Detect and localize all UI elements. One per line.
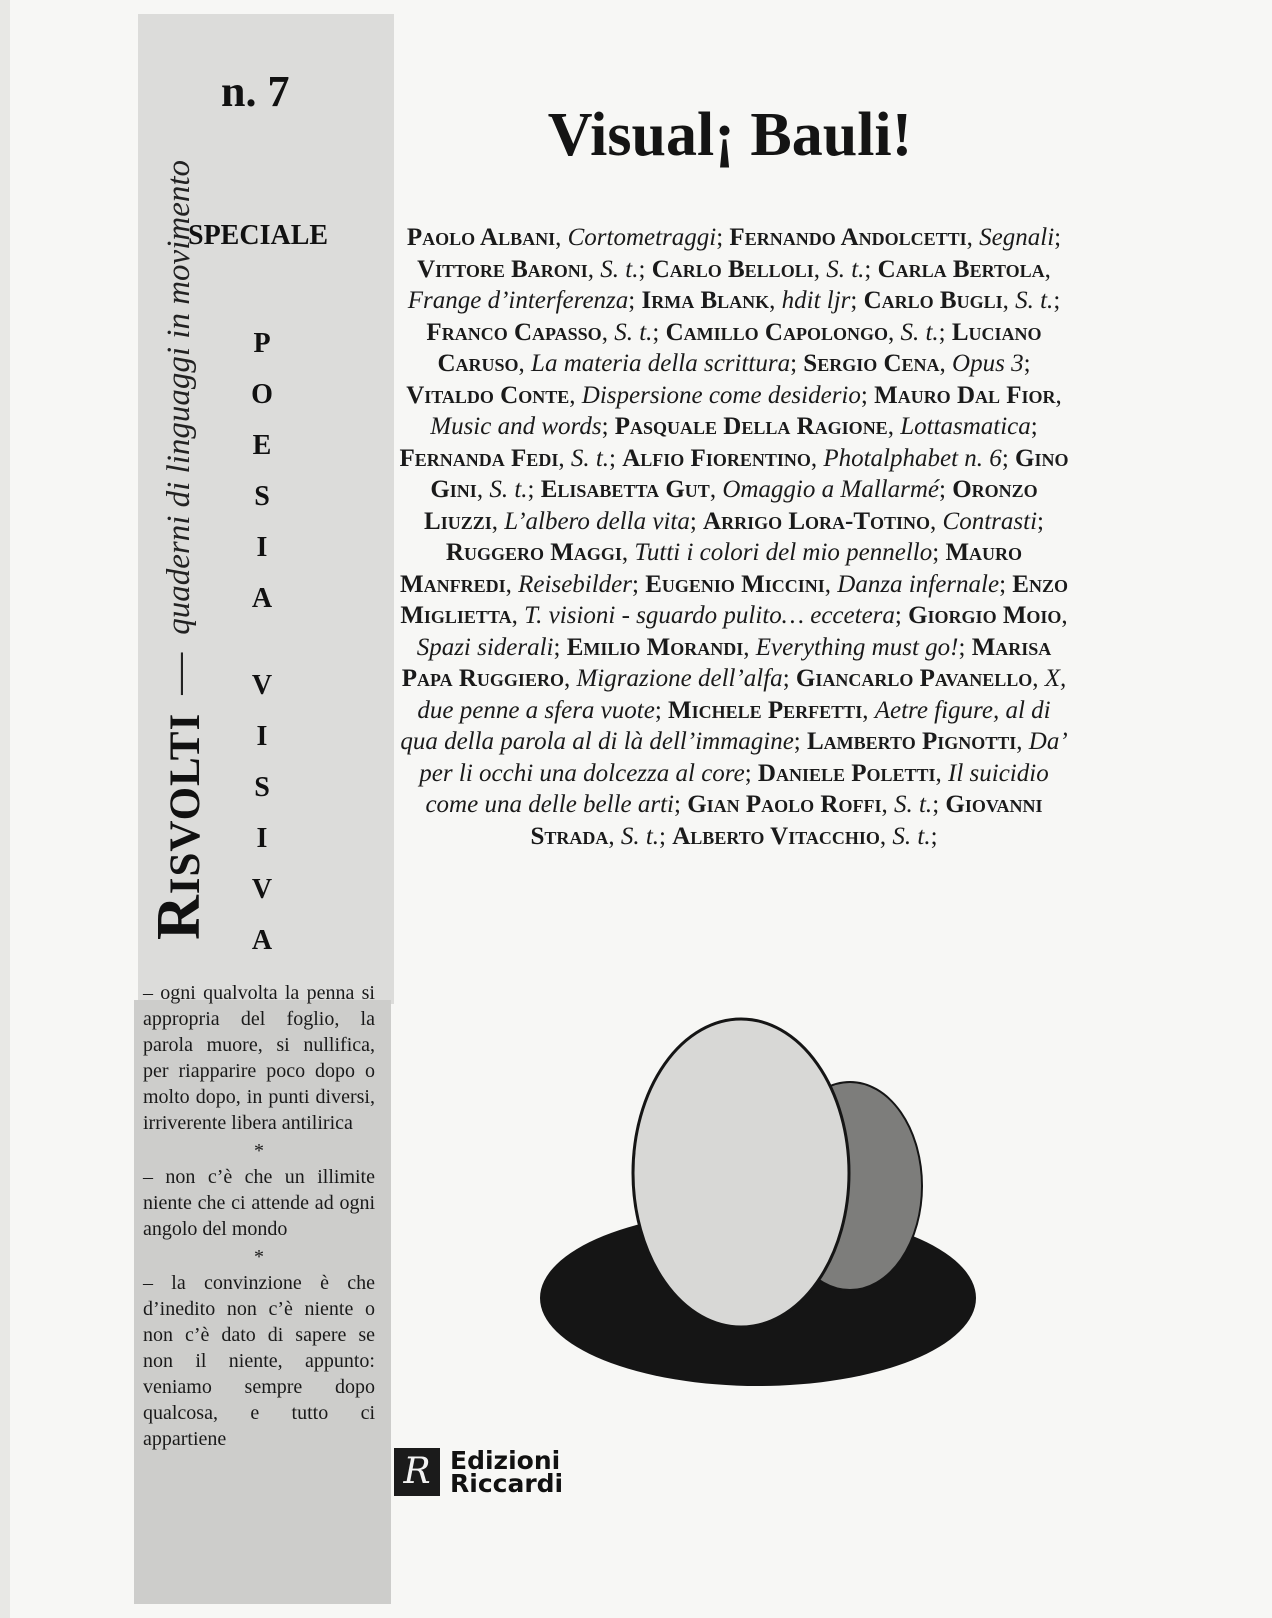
contributor-work: Opus 3 (952, 350, 1024, 377)
special-label: SPECIALE (188, 220, 329, 251)
contributor-work: Dispersione come desiderio (581, 381, 861, 409)
contributor-author: Gino Gini (430, 444, 1069, 503)
contributor-work: Contrasti (942, 507, 1038, 535)
contributor-author: Eugenio Miccini (645, 570, 825, 598)
quote-block (143, 980, 375, 1452)
contributor-author: Irma Blank (641, 287, 770, 314)
contributor-author: Giovanni Strada (530, 791, 1043, 850)
contributor-author: Carla Bertola (877, 255, 1045, 283)
contributor-author: Oronzo Liuzzi (424, 476, 1038, 535)
quote-paragraph: – ogni qualvolta la penna si appropria del foglio, la parola muore, si nullifica, per riapparire poco dopo o molto dopo, in punti diversi, irriverente libera antilirica (143, 982, 375, 1134)
letter: I (256, 721, 268, 752)
contributor-work: Aetre figure, al di qua della parola al di là dell’immagine (400, 696, 1051, 755)
contributor-work: Spazi siderali (416, 633, 554, 661)
contributor-work: Photalphabet n. 6 (823, 444, 1002, 472)
egg-front-shape (633, 1019, 849, 1327)
contributor-work: Danza infernale (837, 570, 1000, 598)
contributor-work: Everything must go! (755, 633, 959, 661)
contributor-author: Alberto Vitacchio (672, 822, 880, 850)
masthead-tagline: quaderni di linguaggi in movimento (160, 159, 197, 635)
contributor-author: Michele Perfetti (668, 696, 863, 724)
contributor-work: T. visioni - sguardo pulito… eccetera (524, 602, 895, 629)
quote-paragraph: – non c’è che un illimite niente che ci attende ad ogni angolo del mondo (143, 1166, 375, 1240)
contributor-work: Tutti i colori del mio pennello (634, 539, 933, 566)
contributor-work: Segnali (979, 224, 1055, 251)
main-title: Visual¡ Bauli! (547, 101, 913, 169)
contributor-author: Lamberto Pignotti (807, 728, 1017, 755)
letter: A (251, 583, 273, 614)
contributor-work: Omaggio a Mallarmé (722, 476, 939, 503)
publisher-logo (394, 1448, 563, 1496)
contributor-author: Mauro Manfredi (400, 539, 1023, 598)
contributor-author: Pasquale Della Ragione (614, 413, 888, 440)
contributor-author: Gian Paolo Roffi (687, 791, 882, 818)
quote-paragraph: – la convinzione è che d’inedito non c’è niente o non c’è dato di sapere se non il niente, appunto: veniamo sempre dopo qualcosa, e tutto ci appartiene (143, 1272, 375, 1450)
contributor-author: Ruggero Maggi (445, 539, 622, 566)
letter: E (252, 430, 272, 461)
page-edge (0, 0, 10, 1618)
quote-separator: * (254, 1246, 264, 1268)
contributor-work: Lottasmatica (900, 413, 1031, 440)
contributor-work: S. t. (1015, 287, 1054, 314)
contributor-work: X, due penne a sfera vuote (417, 665, 1067, 724)
contributor-author: Giorgio Moio (908, 602, 1062, 629)
letter: A (251, 925, 273, 956)
contributor-author: Marisa Papa Ruggiero (401, 633, 1052, 692)
letter: V (251, 874, 273, 905)
contributor-author: Fernanda Fedi (399, 444, 559, 472)
contributor-work: S. t. (489, 476, 528, 503)
contributor-work: hdit ljr (781, 287, 851, 314)
letter: O (251, 379, 273, 410)
contributor-author: Elisabetta Gut (540, 476, 710, 503)
contributor-work: Il suicidio come una delle belle arti (425, 759, 1049, 818)
masthead-name: Risvolti (145, 712, 213, 940)
contributor-work: S. t. (893, 791, 933, 818)
contributor-work: S. t. (570, 444, 610, 472)
contributor-work: L’albero della vita (504, 507, 690, 535)
contributor-author: Carlo Bugli (863, 287, 1003, 314)
contributor-work: Frange d’interferenza (407, 287, 629, 314)
vertical-word-visiva (232, 660, 292, 966)
contributor-author: Arrigo Lora-Totino (703, 507, 931, 535)
contributors-list: Paolo Albani, Cortometraggi; Fernando Andolcetti, Segnali; Vittore Baroni, S. t.; Carlo Belloli, S. t.; Carla Bertola, Frange d’interferenza; Irma Blank, hdit ljr; Carlo Bugli, S. t.; Franco Capasso, S. t.; Camillo Capolongo, S. t.; Luciano Caruso, La materia della scrittura; Sergio Cena, Opus 3; Vitaldo Conte, Dispersione come desiderio; Mauro Dal Fior, Music and words; Pasquale Della Ragione, Lottasmatica; Fernanda Fedi, S. t.; Alfio Fiorentino, Photalphabet n. 6; Gino Gini, S. t.; Elisabetta Gut, Omaggio a Mallarmé; Oronzo Liuzzi, L’albero della vita; Arrigo Lora-Totino, Contrasti; Ruggero Maggi, Tutti i colori del mio pennello; Mauro Manfredi, Reisebilder; Eugenio Miccini, Danza infernale; Enzo Miglietta, T. visioni - sguardo pulito… eccetera; Giorgio Moio, Spazi siderali; Emilio Morandi, Everything must go!; Marisa Papa Ruggiero, Migrazione dell’alfa; Giancarlo Pavanello, X, due penne a sfera vuote; Michele Perfetti, Aetre figure, al di qua della parola al di là dell’immagine; Lamberto Pignotti, Da’ per li occhi una dolcezza al core; Daniele Poletti, Il suicidio come una delle belle arti; Gian Paolo Roffi, S. t.; Giovanni Strada, S. t.; Alberto Vitacchio, S. t.; (399, 224, 1069, 850)
contributor-author: Carlo Belloli (651, 255, 814, 283)
contributor-author: Sergio Cena (803, 350, 940, 377)
letter: V (251, 670, 273, 701)
contributor-work: Da’ per li occhi una dolcezza al core (419, 728, 1068, 787)
contributor-author: Alfio Fiorentino (622, 444, 811, 472)
contributor-work: Music and words (430, 413, 602, 440)
contributor-work: Migrazione dell’alfa (576, 665, 783, 692)
contributor-work: Reisebilder (518, 570, 633, 598)
contributor-work: S. t. (620, 822, 660, 850)
contributor-author: Fernando Andolcetti (729, 224, 967, 251)
egg-illustration (538, 1010, 978, 1390)
contributor-work: S. t. (600, 255, 639, 283)
publisher-line-1: Edizioni (450, 1446, 561, 1475)
letter: P (253, 328, 271, 359)
contributor-work: Cortometraggi (567, 224, 717, 251)
contributor-work: S. t. (900, 318, 939, 346)
contributor-author: Luciano Caruso (437, 318, 1042, 377)
contributor-work: S. t. (826, 255, 865, 283)
publisher-name (450, 1446, 564, 1498)
contributor-author: Giancarlo Pavanello (795, 665, 1033, 692)
masthead-dash: — (156, 652, 202, 695)
issue-number: n. 7 (221, 67, 290, 116)
publisher-mark: R (394, 1448, 440, 1496)
letter: S (254, 772, 270, 803)
contributor-work: La materia della scrittura (531, 350, 791, 377)
contributor-author: Camillo Capolongo (665, 318, 888, 346)
letter: S (254, 481, 270, 512)
contributor-work: S. t. (614, 318, 653, 346)
contributor-author: Franco Capasso (426, 318, 602, 346)
letter: I (256, 823, 268, 854)
contributor-author: Vitaldo Conte (406, 381, 570, 409)
contributor-author: Daniele Poletti (757, 759, 936, 787)
letter: I (256, 532, 268, 563)
quote-separator: * (254, 1140, 264, 1162)
contributor-work: S. t. (892, 822, 931, 850)
contributor-author: Mauro Dal Fior (874, 381, 1056, 409)
contributor-author: Emilio Morandi (566, 633, 744, 661)
contributor-author: Paolo Albani (406, 224, 556, 251)
contributor-author: Enzo Miglietta (400, 570, 1068, 629)
publisher-line-2: Riccardi (450, 1469, 564, 1498)
vertical-word-poesia (232, 318, 292, 624)
contributor-author: Vittore Baroni (417, 255, 588, 283)
